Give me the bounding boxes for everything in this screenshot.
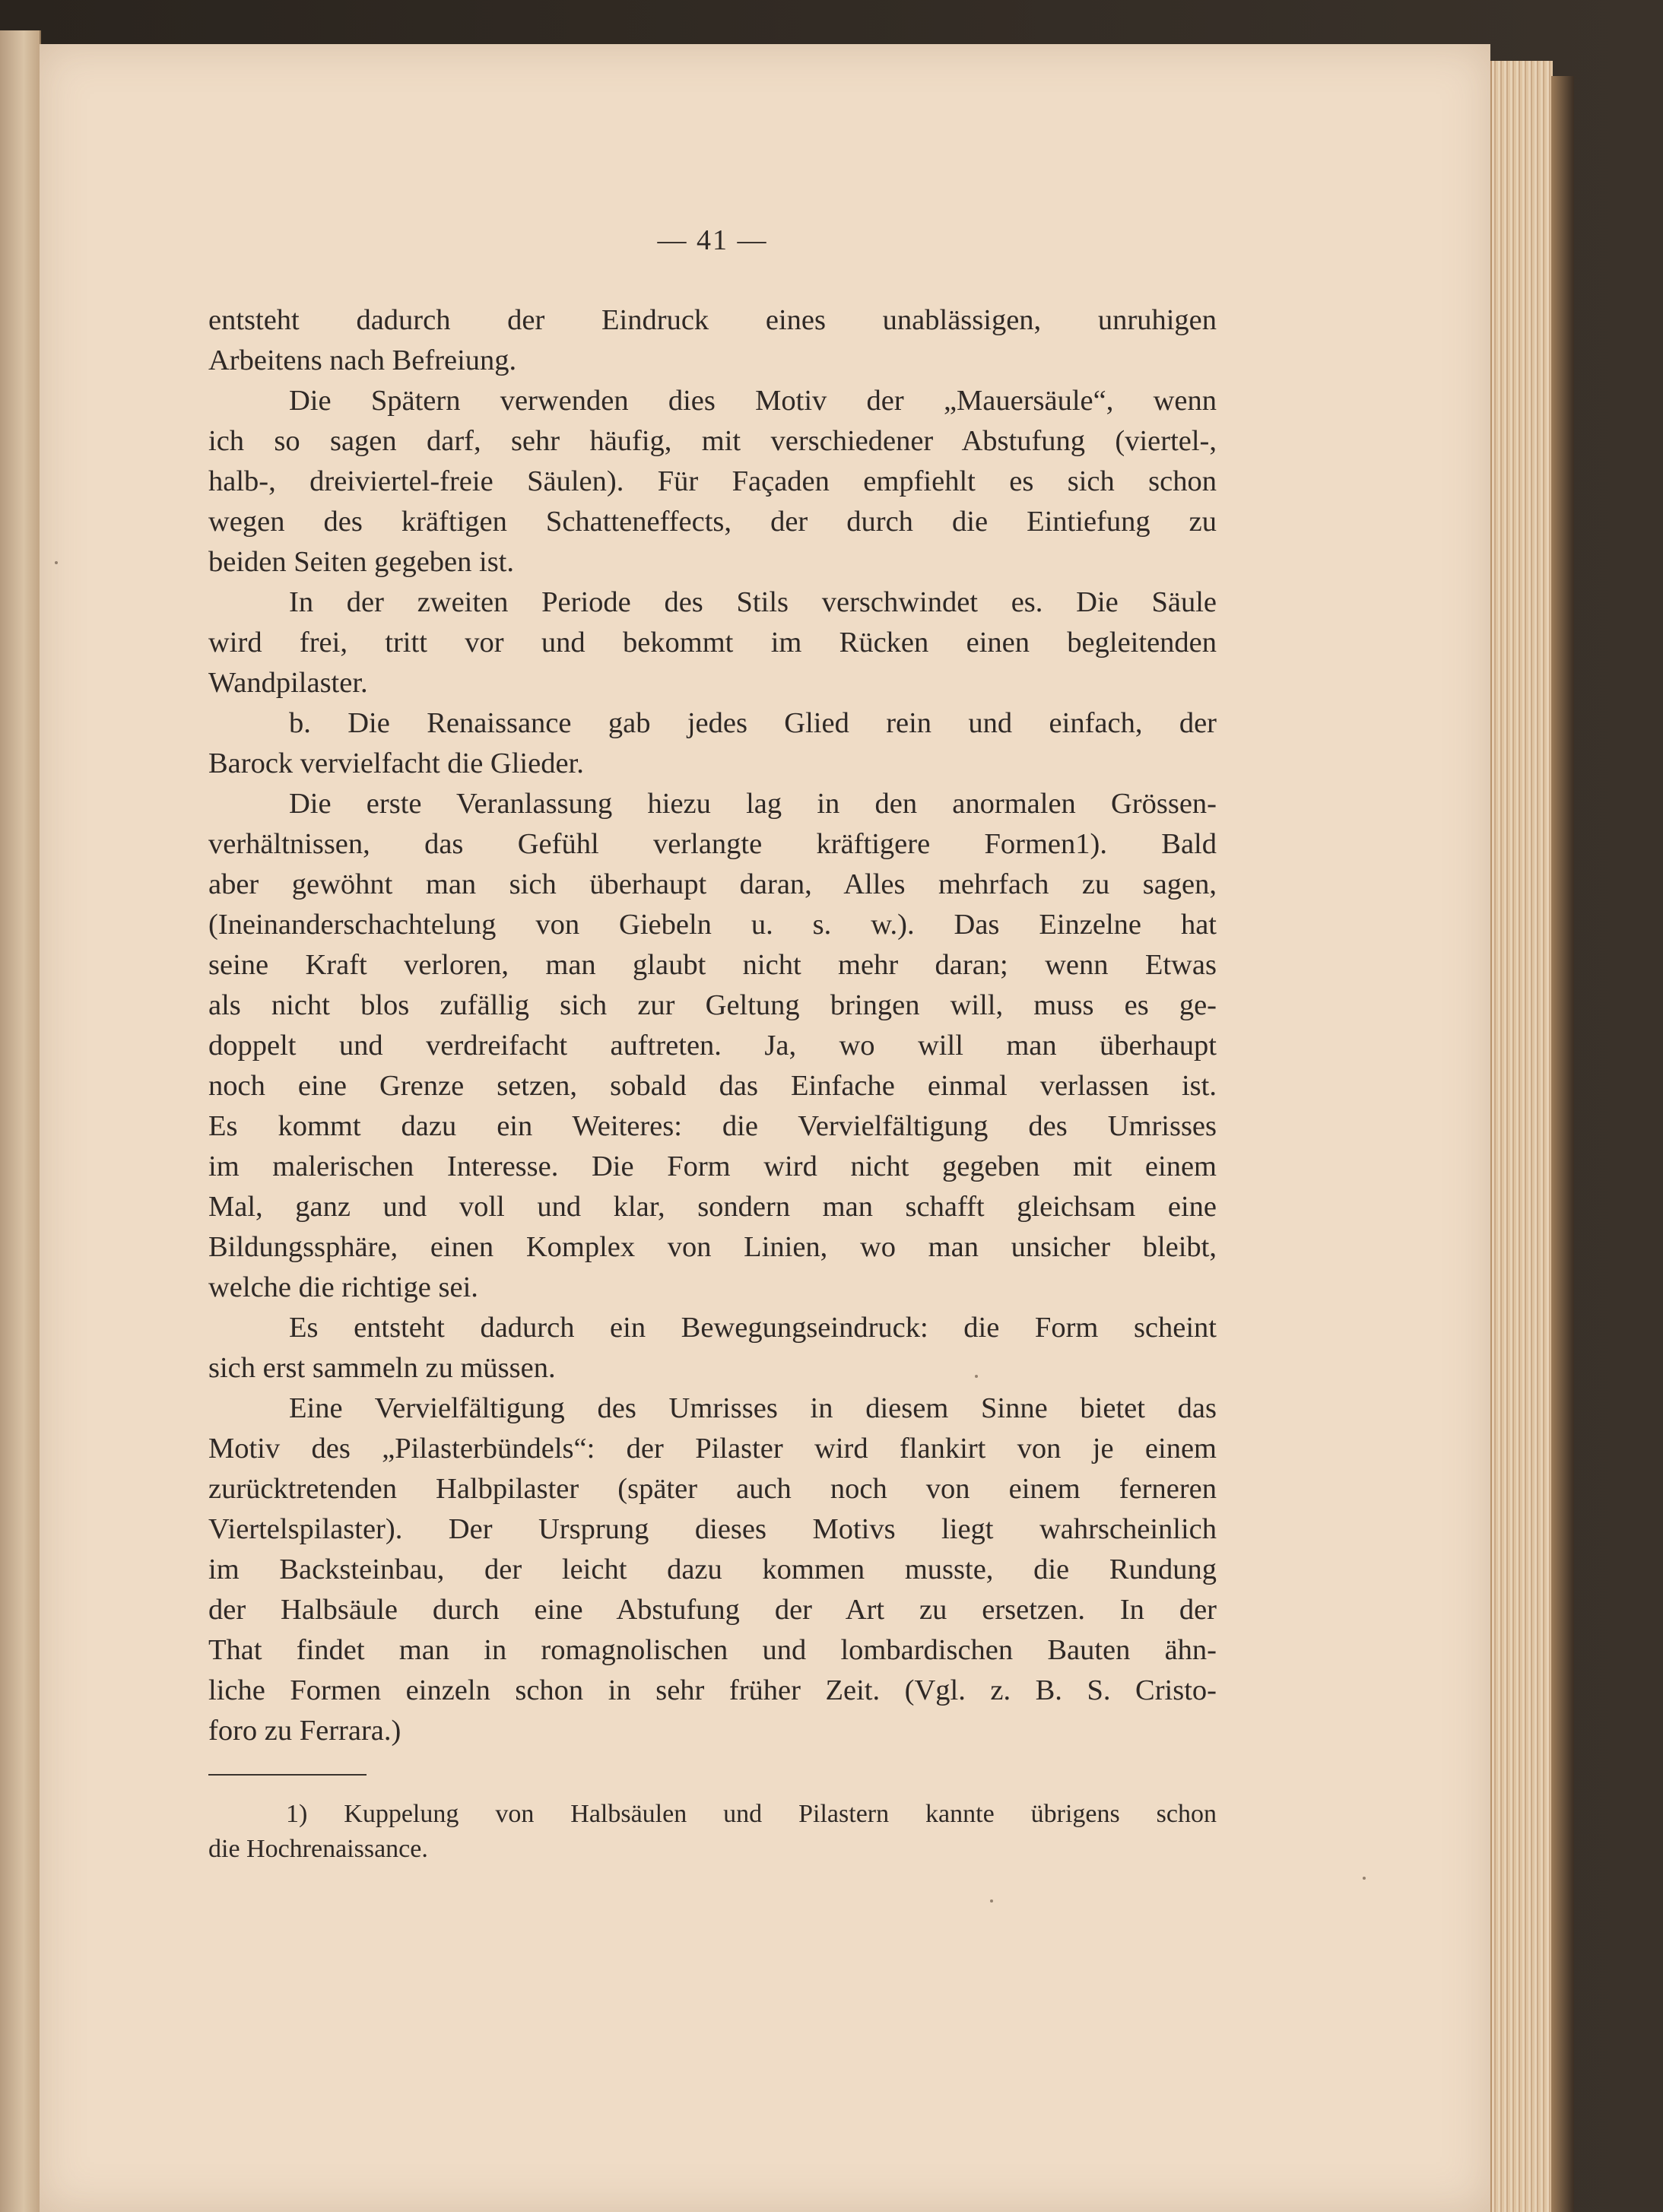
page-stack-shadow [1551,76,1574,2212]
text-line: doppelt und verdreifacht auftreten. Ja, wo will man überhaupt [208,1030,1217,1062]
text-line: ich so sagen darf, sehr häufig, mit verschiedener Abstufung (viertel-, [208,425,1217,457]
footnote-line: die Hochrenaissance. [208,1835,428,1863]
text-line: im malerischen Interesse. Die Form wird nicht gegeben mit einem [208,1150,1217,1182]
body-text [208,300,1217,1751]
text-line: wird frei, tritt vor und bekommt im Rücken einen begleitenden [208,627,1217,659]
text-line: noch eine Grenze setzen, sobald das Einfache einmal verlassen ist. [208,1070,1217,1102]
text-line: Barock vervielfacht die Glieder. [208,747,584,779]
text-line: liche Formen einzeln schon in sehr früher Zeit. (Vgl. z. B. S. Cristo- [208,1674,1217,1706]
footnote [208,1797,1217,1867]
text-line: Es kommt dazu ein Weiteres: die Vervielfältigung des Umrisses [208,1110,1217,1142]
text-line: welche die richtige sei. [208,1271,478,1303]
text-line: (Ineinanderschachtelung von Giebeln u. s. w.). Das Einzelne hat [208,909,1217,941]
paper-speck [55,561,58,564]
text-line: beiden Seiten gegeben ist. [208,546,514,578]
text-line: foro zu Ferrara.) [208,1715,401,1747]
text-line: zurücktretenden Halbpilaster (später auch noch von einem ferneren [208,1473,1217,1505]
left-page-edge [0,30,41,2212]
paper-speck [990,1899,993,1903]
text-line: seine Kraft verloren, man glaubt nicht mehr daran; wenn Etwas [208,949,1217,981]
text-line: Die Spätern verwenden dies Motiv der „Mauersäule“, wenn [289,385,1217,417]
text-line: aber gewöhnt man sich überhaupt daran, Alles mehrfach zu sagen, [208,868,1217,900]
text-line: Es entsteht dadurch ein Bewegungseindruck: die Form scheint [289,1312,1217,1344]
text-line: Mal, ganz und voll und klar, sondern man schafft gleichsam eine [208,1191,1217,1223]
text-line: Arbeitens nach Befreiung. [208,344,517,376]
text-line: That findet man in romagnolischen und lombardischen Bauten ähn- [208,1634,1217,1666]
text-line: sich erst sammeln zu müssen. [208,1352,556,1384]
text-line: Motiv des „Pilasterbündels“: der Pilaster wird flankirt von je einem [208,1433,1217,1465]
text-line: b. Die Renaissance gab jedes Glied rein und einfach, der [289,707,1217,739]
paper-speck [1363,1877,1366,1880]
text-line: als nicht blos zufällig sich zur Geltung bringen will, muss es ge- [208,989,1217,1021]
text-line: Wandpilaster. [208,667,368,699]
text-line: Eine Vervielfältigung des Umrisses in diesem Sinne bietet das [289,1392,1217,1424]
text-line: Bildungssphäre, einen Komplex von Linien, wo man unsicher bleibt, [208,1231,1217,1263]
text-line: Die erste Veranlassung hiezu lag in den anormalen Grössen- [289,788,1217,820]
footnote-divider [208,1774,367,1776]
text-line: wegen des kräftigen Schatteneffects, der durch die Eintiefung zu [208,506,1217,538]
page-number: — 41 — [657,224,768,256]
text-line: Viertelspilaster). Der Ursprung dieses Motivs liegt wahrscheinlich [208,1513,1217,1545]
text-line: der Halbsäule durch eine Abstufung der Art zu ersetzen. In der [208,1594,1217,1626]
text-line: In der zweiten Periode des Stils verschwindet es. Die Säule [289,586,1217,618]
text-line: halb-, dreiviertel-freie Säulen). Für Façaden empfiehlt es sich schon [208,465,1217,497]
footnote-line: 1) Kuppelung von Halbsäulen und Pilastern kannte übrigens schon [286,1800,1217,1828]
text-line: im Backsteinbau, der leicht dazu kommen musste, die Rundung [208,1553,1217,1585]
text-line: verhältnissen, das Gefühl verlangte kräftigere Formen1). Bald [208,828,1217,860]
text-line: entsteht dadurch der Eindruck eines unablässigen, unruhigen [208,304,1217,336]
page-stack-edge [1490,61,1553,2212]
